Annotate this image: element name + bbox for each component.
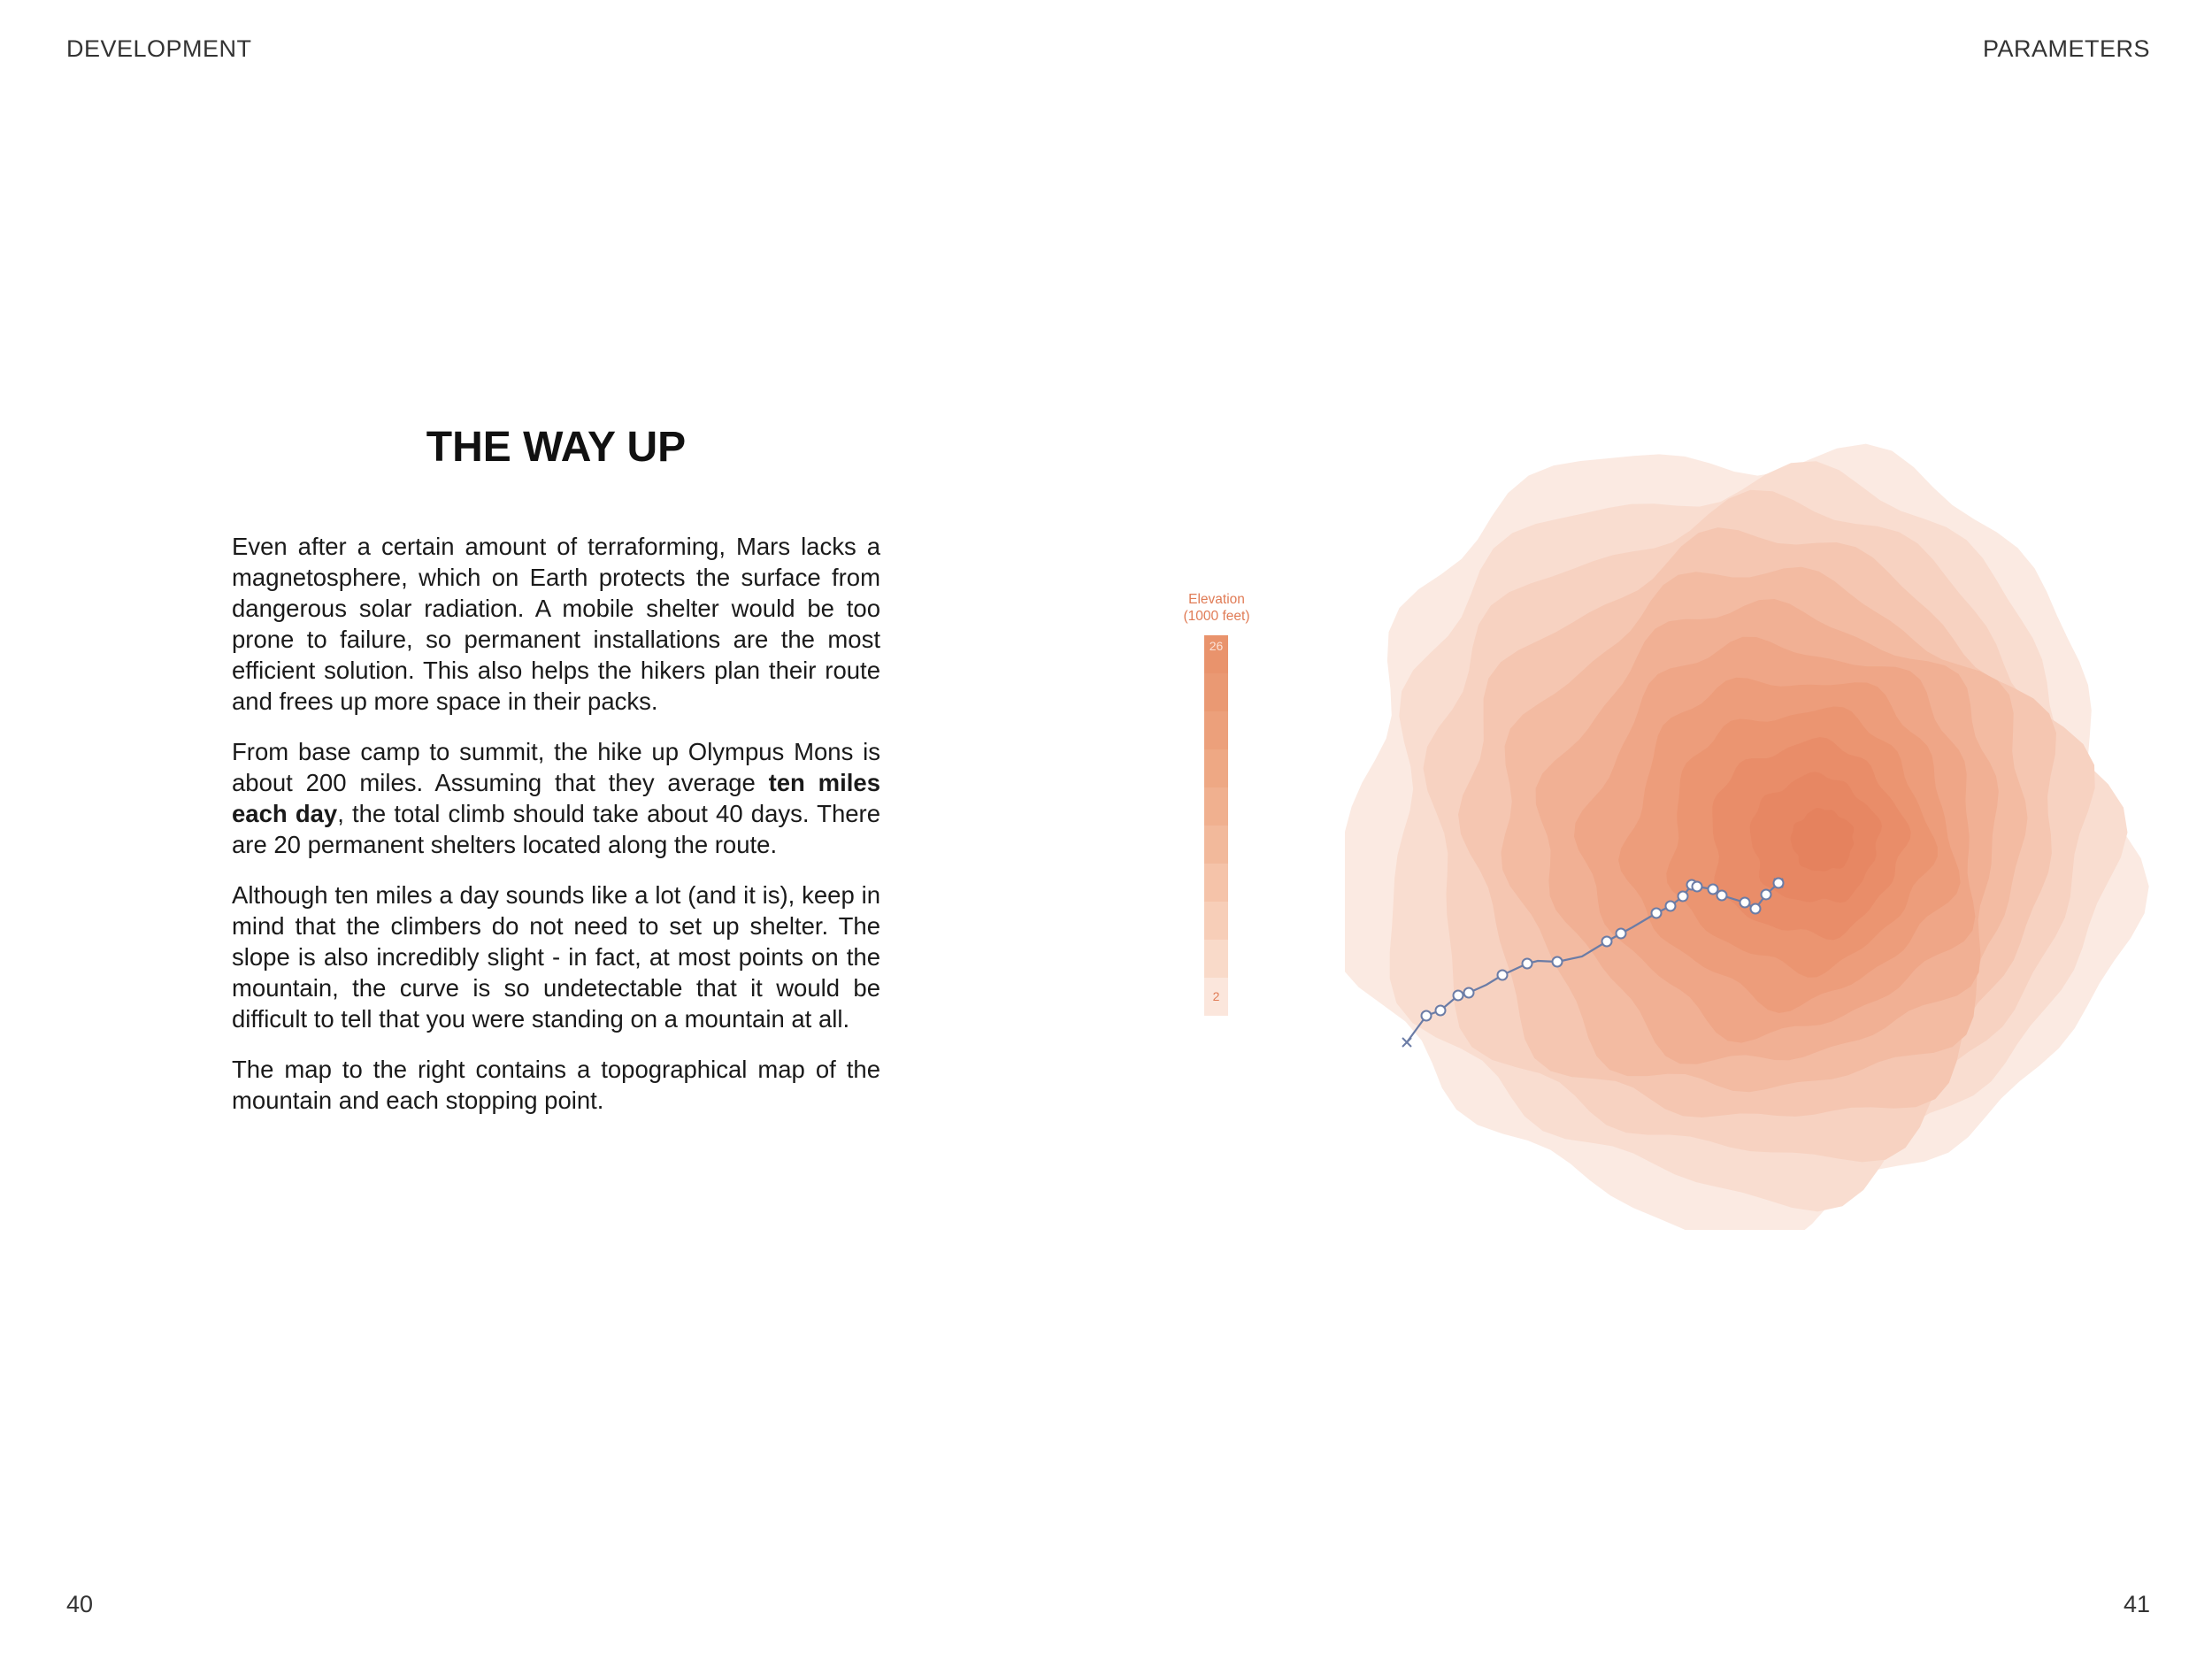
running-header-right: PARAMETERS xyxy=(1982,35,2150,62)
scale-step-6 xyxy=(1204,826,1228,864)
scale-max-label: 26 xyxy=(1209,639,1224,653)
elevation-legend-title xyxy=(1141,591,1292,625)
shelter-point-4 xyxy=(1464,988,1474,998)
scale-step-5 xyxy=(1204,787,1228,826)
base-camp-marker xyxy=(1402,1038,1411,1047)
page-number-right: 41 xyxy=(2123,1591,2150,1617)
paragraph-2 xyxy=(232,736,880,860)
paragraph-2-text-b: , the total climb should take about 40 days. There are 20 permanent shelters located along the route. xyxy=(232,800,880,858)
page-title: THE WAY UP xyxy=(426,424,687,471)
topographic-map xyxy=(1345,434,2159,1230)
scale-min-label: 2 xyxy=(1212,989,1220,1003)
shelter-point-19 xyxy=(1762,890,1771,900)
shelter-point-12 xyxy=(1678,892,1688,902)
scale-step-4 xyxy=(1204,749,1228,787)
scale-step-8 xyxy=(1204,902,1228,940)
shelter-point-17 xyxy=(1740,898,1750,908)
shelter-point-8 xyxy=(1602,937,1612,947)
scale-step-9 xyxy=(1204,940,1228,978)
body-text xyxy=(232,531,880,1135)
shelter-point-5 xyxy=(1498,971,1508,980)
shelter-point-9 xyxy=(1617,929,1626,939)
shelter-point-16 xyxy=(1717,891,1727,901)
shelter-point-1 xyxy=(1422,1011,1432,1021)
shelter-point-3 xyxy=(1454,991,1463,1001)
shelter-point-2 xyxy=(1436,1006,1446,1016)
shelter-point-20 xyxy=(1774,879,1784,888)
map-contours xyxy=(1345,444,2149,1230)
legend-title-line-2: (1000 feet) xyxy=(1183,609,1250,624)
shelter-point-11 xyxy=(1666,902,1676,911)
paragraph-2-text-a: From base camp to summit, the hike up Olympus Mons is about 200 miles. Assuming that they average xyxy=(232,738,880,796)
page-number-left: 40 xyxy=(66,1591,94,1617)
paragraph-4: The map to the right contains a topographical map of the mountain and each stopping point. xyxy=(232,1056,880,1114)
running-header-left: DEVELOPMENT xyxy=(66,35,252,62)
legend-title-line-1: Elevation xyxy=(1188,592,1245,607)
shelter-point-6 xyxy=(1523,959,1532,969)
shelter-point-15 xyxy=(1709,885,1718,895)
paragraph-3: Although ten miles a day sounds like a lot (and it is), keep in mind that the climbers do not need to set up shelter. The slope is also incredibly slight - in fact, at most points on the mountain, the curve is so undetectable that it would be difficult to tell that you were standing on a mountain at all. xyxy=(232,881,880,1033)
scale-step-3 xyxy=(1204,711,1228,749)
paragraph-1: Even after a certain amount of terraforming, Mars lacks a magnetosphere, which on Earth protects the surface from dangerous solar radiation. A mobile shelter would be too prone to failure, so permanent installations are the most efficient solution. This also helps the hikers plan their route and frees up more space in their packs. xyxy=(232,533,880,715)
elevation-scale-bar xyxy=(1204,635,1228,1016)
shelter-point-14 xyxy=(1693,882,1702,892)
shelter-point-18 xyxy=(1751,904,1761,914)
scale-step-2 xyxy=(1204,673,1228,711)
scale-step-7 xyxy=(1204,864,1228,902)
shelter-point-10 xyxy=(1652,909,1662,918)
paragraph-2-emphasis: ten miles each day xyxy=(232,769,880,827)
shelter-point-7 xyxy=(1553,957,1563,967)
